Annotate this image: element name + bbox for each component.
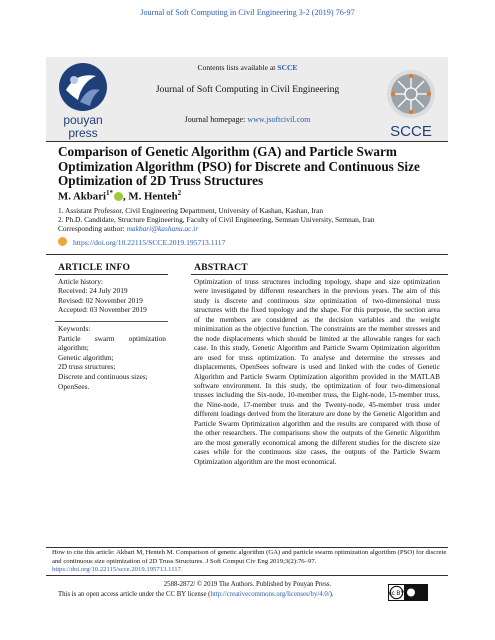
keyword-item: algorithm; bbox=[58, 343, 89, 353]
license-link[interactable]: http://creativecommons.org/licenses/by/4.0/ bbox=[210, 591, 330, 598]
scce-logo bbox=[376, 62, 446, 140]
keyword-item: Genetic algorithm; bbox=[58, 352, 114, 362]
abstract-text: Optimization of truss structures including topology, shape and size optimization were investigated by different researchers in the previous years. The aim of this study is discrete and continuous size optimization of two-dimensional truss structures with the fixed topology and the shape. For this purpose, the section area of the members are considered as the decision variables and the weight minimization as the objective function. The constraints are the member stresses and the node displacements which should be limited at the allowable ranges for each case. In this study, Genetic Algorithm and Particle Swarm Optimization algorithm are used for truss optimization. To analyse and determine the stresses and displacements, OpenSees software is used and linked with the codes of Genetic Algorithm and Particle Swarm Optimization algorithm provided in the MATLAB software environment. In this study, the optimization of four two-dimensional trusses including the Six-node, 10-member truss, the Eight-node, 15-member truss, the Nine-node, 17-member truss and the Twenty-node, 45-member truss under different loadings derived from the literature are done by the Genetic Algorithm and Particle Swarm Optimization algorithm and the results are compared with those of the other researchers. The comparisons show the outputs of the Genetic Algorithm are the most generally economical among the different studies for the discrete size cases while for the continuous size cases, the outputs of the Particle Swarm Optimization algorithm are the most economical. bbox=[194, 278, 440, 466]
keywords-rule bbox=[55, 321, 168, 322]
doi-line bbox=[58, 237, 225, 247]
keyword-item: 2D truss structures; bbox=[58, 362, 116, 372]
revised-date: Revised: 02 November 2019 bbox=[58, 295, 143, 305]
author-1: M. Akbari bbox=[58, 190, 106, 203]
article-info-heading: ARTICLE INFO bbox=[58, 262, 131, 273]
accepted-date: Accepted: 03 November 2019 bbox=[58, 304, 147, 314]
citation-doi-link[interactable]: https://doi.org/10.22115/scce.2019.195713.1117. bbox=[52, 566, 183, 573]
logo-text-pouyan: pouyan bbox=[63, 113, 103, 127]
article-info-rule bbox=[55, 274, 168, 275]
affiliation-1: 1. Assistant Professor, Civil Engineering Department, University of Kashan, Kashan, Iran bbox=[58, 206, 324, 215]
author-list bbox=[58, 189, 181, 203]
article-history bbox=[58, 277, 168, 314]
homepage-label: Journal homepage: bbox=[184, 115, 246, 124]
contents-line bbox=[0, 63, 495, 72]
journal-title: Journal of Soft Computing in Civil Engineering bbox=[155, 84, 340, 95]
footer-rule bbox=[46, 575, 448, 576]
header-divider bbox=[46, 141, 448, 142]
license-prefix: This is an open access article under the CC BY license ( bbox=[58, 591, 211, 598]
logo-text-press: press bbox=[68, 126, 98, 140]
journal-homepage bbox=[0, 115, 495, 124]
doi-icon bbox=[58, 237, 67, 246]
doi-link[interactable]: https://doi.org/10.22115/SCCE.2019.195713.1117 bbox=[73, 238, 226, 247]
author-1-marker: 1* bbox=[106, 189, 113, 197]
keywords-label: Keywords: bbox=[58, 324, 91, 333]
corresponding-label: Corresponding author: bbox=[58, 224, 125, 233]
article-title: Comparison of Genetic Algorithm (GA) and Particle Swarm Optimization Algorithm (PSO) for Discrete and Continuous Size Optimization of 2D Truss Structures bbox=[58, 144, 420, 189]
contents-site-link[interactable]: SCCE bbox=[277, 63, 298, 72]
corresponding-author bbox=[58, 224, 198, 233]
history-label: Article history: bbox=[58, 277, 103, 286]
section-divider bbox=[46, 254, 448, 255]
received-date: Received: 24 July 2019 bbox=[58, 286, 128, 296]
license-suffix: ). bbox=[329, 591, 334, 598]
abstract-rule bbox=[191, 274, 448, 275]
license-line bbox=[58, 591, 378, 598]
keyword-item: Particle swarm optimization bbox=[58, 333, 166, 343]
author-2: , M. Henteh bbox=[123, 190, 178, 203]
contents-prefix: Contents lists available at bbox=[197, 63, 276, 72]
orcid-icon[interactable] bbox=[114, 192, 123, 201]
pouyan-press-logo bbox=[52, 60, 114, 140]
logo-text-scce: SCCE bbox=[390, 123, 432, 140]
footer-divider bbox=[46, 547, 448, 548]
citation-text: How to cite this article: Akbari M, Henteh M. Comparison of genetic algorithm (GA) and particle swarm optimization algorithm (PSO) for discrete and continuous size optimization of 2D Truss Structures. J Soft Comput Civ Eng 2019;3(2):76–97. bbox=[52, 549, 447, 565]
issn-copyright: 2588-2872/ © 2019 The Authors. Published by Pouyan Press. bbox=[163, 581, 332, 588]
keywords-list bbox=[58, 324, 166, 391]
cc-by-badge[interactable] bbox=[388, 584, 428, 601]
running-head: Journal of Soft Computing in Civil Engineering 3-2 (2019) 76-97 bbox=[140, 8, 355, 17]
homepage-link[interactable]: www.jsoftcivil.com bbox=[247, 115, 311, 124]
cc-badge-text: cc BY bbox=[388, 591, 405, 597]
abstract-heading: ABSTRACT bbox=[194, 262, 248, 273]
corresponding-email-link[interactable]: makbari@kashanu.ac.ir bbox=[126, 224, 199, 233]
citation-note bbox=[52, 549, 448, 575]
keyword-item: OpenSees. bbox=[58, 381, 90, 391]
author-2-marker: 2 bbox=[177, 189, 182, 197]
keyword-item: Discrete and continuous sizes; bbox=[58, 371, 148, 381]
affiliation-2: 2. Ph.D. Candidate, Structure Engineering, Faculty of Civil Engineering, Semnan University, Semnan, Iran bbox=[58, 215, 375, 224]
